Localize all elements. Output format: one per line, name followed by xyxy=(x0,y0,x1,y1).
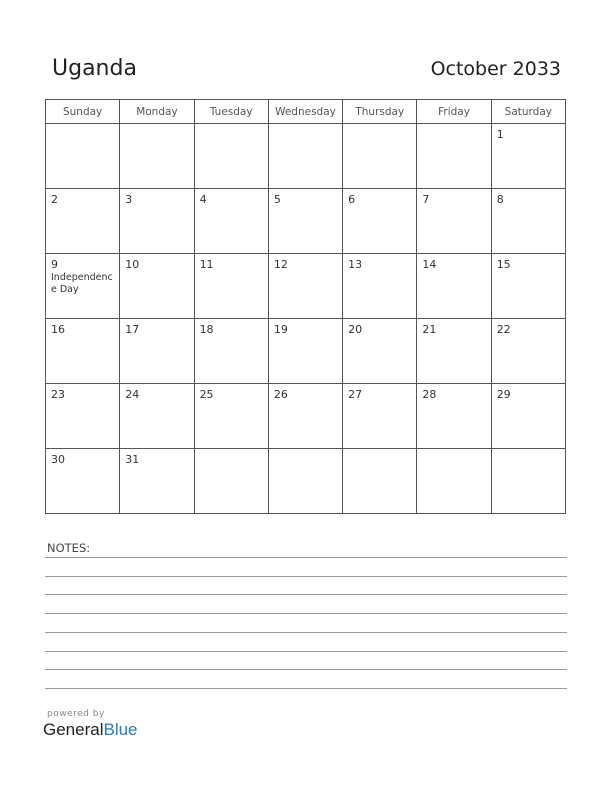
empty-day-cell xyxy=(46,124,120,189)
month-year-title: October 2033 xyxy=(430,58,561,80)
note-line xyxy=(45,557,567,558)
day-cell xyxy=(120,449,194,514)
day-cell xyxy=(268,319,342,384)
day-number: 14 xyxy=(422,258,437,271)
day-cell xyxy=(46,189,120,254)
day-cell xyxy=(46,449,120,514)
notes-label: NOTES: xyxy=(47,541,91,555)
empty-day-cell xyxy=(268,449,342,514)
day-number: 7 xyxy=(422,193,430,206)
day-number: 20 xyxy=(348,323,363,336)
day-cell xyxy=(120,384,194,449)
empty-day-cell xyxy=(120,124,194,189)
weekday-header-thursday: Thursday xyxy=(343,100,417,124)
empty-day-cell xyxy=(268,124,342,189)
day-cell xyxy=(120,189,194,254)
day-number: 26 xyxy=(273,388,288,401)
note-line xyxy=(45,669,567,670)
note-line xyxy=(45,576,567,577)
week-row xyxy=(46,449,566,514)
day-cell xyxy=(343,254,417,319)
week-row xyxy=(46,319,566,384)
day-number: 4 xyxy=(199,193,207,206)
weekday-header-friday: Friday xyxy=(417,100,491,124)
country-title: Uganda xyxy=(52,56,137,81)
day-number: 12 xyxy=(273,258,288,271)
day-cell xyxy=(268,254,342,319)
day-number: 2 xyxy=(51,193,58,206)
weekday-header-wednesday: Wednesday xyxy=(268,100,342,124)
day-cell xyxy=(194,384,268,449)
holiday-label: Independence Day xyxy=(51,272,113,295)
day-cell xyxy=(194,254,268,319)
calendar-grid xyxy=(45,99,566,514)
empty-day-cell xyxy=(194,449,268,514)
day-cell xyxy=(268,189,342,254)
day-cell xyxy=(46,384,120,449)
weekday-header-row xyxy=(46,100,566,124)
week-row xyxy=(46,189,566,254)
day-cell xyxy=(343,384,417,449)
day-number: 13 xyxy=(348,258,363,271)
day-cell xyxy=(417,384,491,449)
day-number: 3 xyxy=(125,193,133,206)
day-cell xyxy=(417,254,491,319)
day-number: 21 xyxy=(422,323,437,336)
day-number: 11 xyxy=(199,258,214,271)
day-number: 17 xyxy=(125,323,140,336)
weekday-header-tuesday: Tuesday xyxy=(194,100,268,124)
week-row xyxy=(46,254,566,319)
day-number: 28 xyxy=(422,388,437,401)
brand-general-text: General xyxy=(43,720,104,739)
day-cell xyxy=(343,319,417,384)
day-cell xyxy=(491,124,565,189)
day-number: 27 xyxy=(348,388,363,401)
brand-blue-text: Blue xyxy=(103,720,138,739)
day-number: 25 xyxy=(199,388,214,401)
day-cell xyxy=(194,189,268,254)
day-cell xyxy=(491,254,565,319)
day-cell xyxy=(120,254,194,319)
day-number: 23 xyxy=(51,388,65,401)
note-line xyxy=(45,613,567,614)
day-number: 19 xyxy=(273,323,288,336)
day-number: 5 xyxy=(273,193,281,206)
day-number: 31 xyxy=(125,453,140,466)
weekday-header-sunday: Sunday xyxy=(46,100,120,124)
day-number: 16 xyxy=(51,323,65,336)
day-cell xyxy=(491,384,565,449)
day-cell xyxy=(491,189,565,254)
day-number: 29 xyxy=(496,388,511,401)
day-cell xyxy=(46,254,120,319)
week-row xyxy=(46,124,566,189)
note-line xyxy=(45,651,567,652)
weekday-header-saturday: Saturday xyxy=(491,100,565,124)
powered-by-text: powered by xyxy=(47,709,105,719)
empty-day-cell xyxy=(343,124,417,189)
week-row xyxy=(46,384,566,449)
day-number: 9 xyxy=(51,258,58,271)
day-number: 22 xyxy=(496,323,511,336)
note-line xyxy=(45,632,567,633)
note-line xyxy=(45,688,567,689)
day-cell xyxy=(194,319,268,384)
day-number: 30 xyxy=(51,453,65,466)
day-number: 6 xyxy=(348,193,356,206)
empty-day-cell xyxy=(417,449,491,514)
day-cell xyxy=(46,319,120,384)
day-cell xyxy=(491,319,565,384)
empty-day-cell xyxy=(491,449,565,514)
note-line xyxy=(45,594,567,595)
day-cell xyxy=(417,319,491,384)
day-cell xyxy=(343,189,417,254)
day-number: 24 xyxy=(125,388,140,401)
day-number: 18 xyxy=(199,323,214,336)
day-cell xyxy=(268,384,342,449)
day-number: 15 xyxy=(496,258,511,271)
day-number: 8 xyxy=(496,193,504,206)
empty-day-cell xyxy=(417,124,491,189)
calendar-body xyxy=(46,124,566,514)
day-cell xyxy=(417,189,491,254)
day-number: 10 xyxy=(125,258,140,271)
day-cell xyxy=(120,319,194,384)
brand-logo[interactable] xyxy=(43,720,138,740)
weekday-header-monday: Monday xyxy=(120,100,194,124)
empty-day-cell xyxy=(194,124,268,189)
day-number: 1 xyxy=(496,128,504,141)
empty-day-cell xyxy=(343,449,417,514)
